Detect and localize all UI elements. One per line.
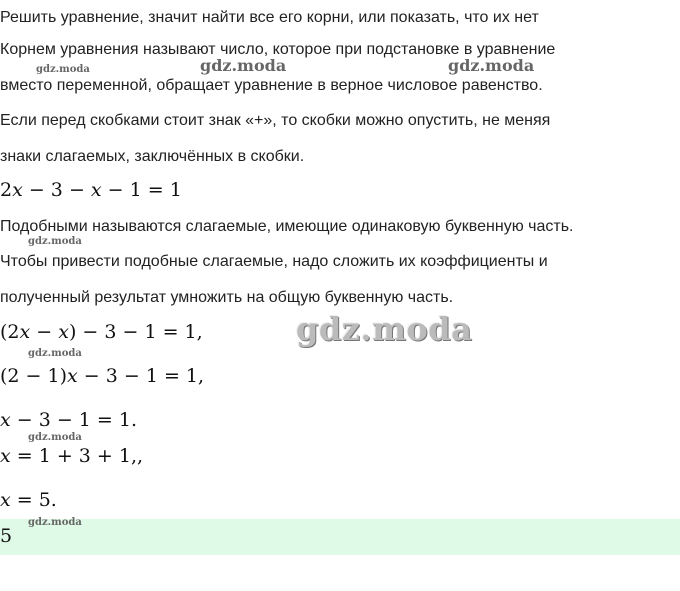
eq6-part-b: = 5.: [10, 489, 57, 511]
watermark: gdz.moda: [28, 432, 82, 443]
text-line-1: Решить уравнение, значит найти все его корни, или показать, что их нет: [0, 9, 539, 26]
text-line-6: Подобными называются слагаемые, имеющие одинаковую буквенную часть.: [0, 218, 574, 235]
eq5-part-b: = 1 + 3 + 1,,: [10, 445, 144, 467]
eq2-var-1: x: [19, 321, 31, 343]
eq2-var-2: x: [58, 321, 69, 343]
eq3-part-a: (2 − 1): [0, 365, 68, 387]
eq1-part-c: − 1 = 1: [101, 179, 182, 201]
equation-1: [0, 178, 182, 202]
eq3-part-b: − 3 − 1 = 1,: [77, 365, 205, 387]
watermark: gdz.moda: [28, 236, 82, 247]
answer-box: [0, 519, 680, 555]
watermark: gdz.moda: [28, 348, 82, 359]
eq2-part-a: (2: [0, 321, 20, 343]
equation-5: [0, 444, 143, 468]
eq1-var-2: x: [90, 179, 102, 201]
eq2-part-c: ) − 3 − 1 = 1,: [68, 321, 203, 343]
equation-2: [0, 320, 203, 344]
eq1-var-1: x: [12, 179, 23, 201]
watermark: gdz.moda: [28, 517, 82, 528]
eq1-part-b: − 3 −: [22, 179, 91, 201]
eq6-var-1: x: [0, 489, 11, 511]
text-line-8: полученный результат умножить на общую буквенную часть.: [0, 289, 454, 306]
answer-value: 5: [0, 525, 13, 547]
text-line-3: вместо переменной, обращает уравнение в верное числовое равенство.: [0, 77, 543, 94]
equation-4: [0, 408, 137, 432]
text-line-4: Если перед скобками стоит знак «+», то скобки можно опустить, не меняя: [0, 112, 551, 129]
text-line-5: знаки слагаемых, заключённых в скобки.: [0, 148, 305, 165]
text-line-2: Корнем уравнения называют число, которое при подстановке в уравнение: [0, 41, 556, 58]
eq4-part-b: − 3 − 1 = 1.: [10, 409, 138, 431]
equation-6: [0, 488, 57, 512]
eq4-var-1: x: [0, 409, 11, 431]
watermark: gdz.moda: [36, 64, 90, 75]
eq5-var-1: x: [0, 445, 11, 467]
watermark: gdz.moda: [200, 56, 287, 75]
text-line-7: Чтобы привести подобные слагаемые, надо сложить их коэффициенты и: [0, 253, 548, 270]
watermark: gdz.moda: [448, 56, 535, 75]
eq3-var-1: x: [67, 365, 78, 387]
eq2-part-b: −: [30, 321, 59, 343]
equation-3: [0, 364, 204, 388]
eq1-part-a: 2: [0, 179, 13, 201]
watermark-large: gdz.moda: [296, 310, 473, 348]
